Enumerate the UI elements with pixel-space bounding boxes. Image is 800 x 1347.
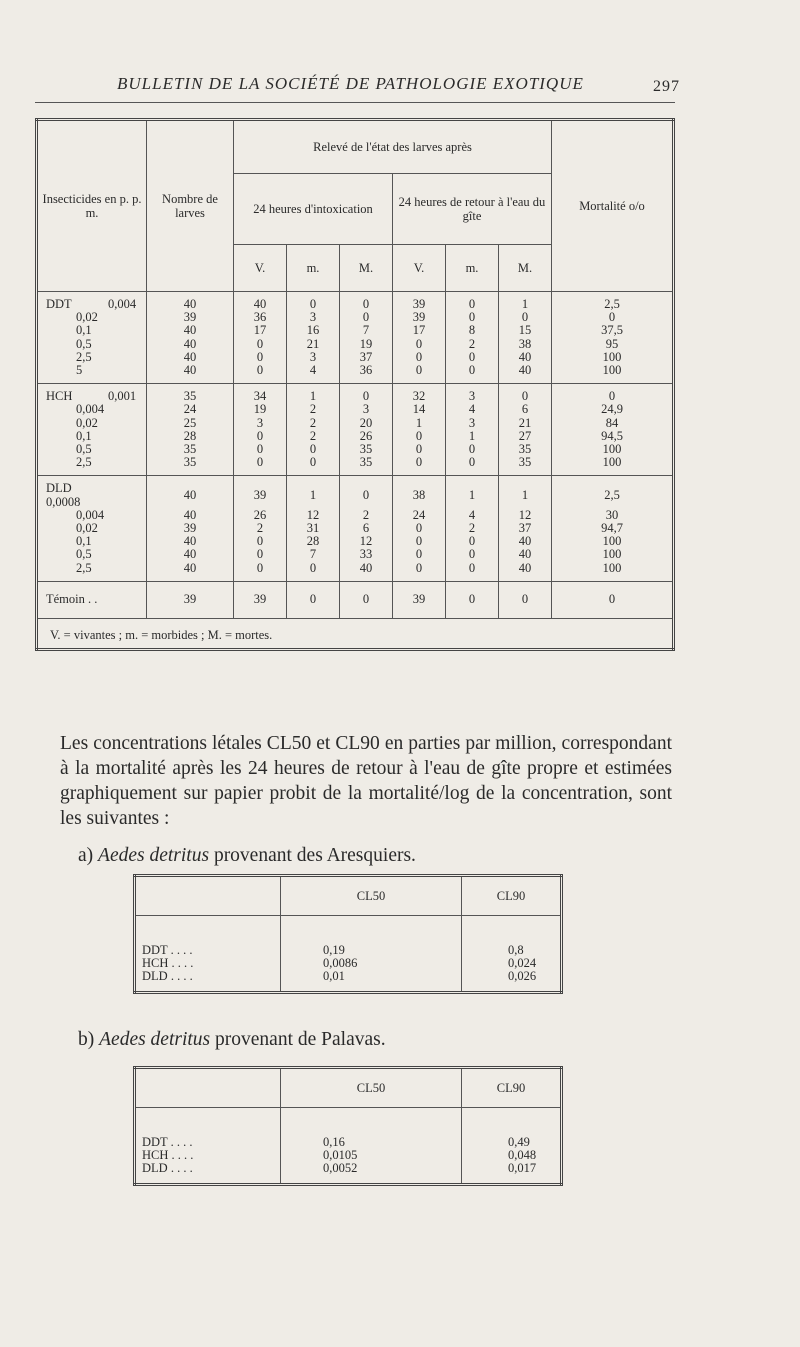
cell-mortalite: 2,5: [552, 292, 674, 312]
cell-intox-v: 3: [234, 417, 287, 430]
cell-intox-m: 31: [287, 522, 340, 535]
cell-intox-m: 0: [287, 562, 340, 582]
cl-row-name: HCH . . . .: [142, 956, 194, 970]
col-releve: Relevé de l'état des larves après: [234, 120, 552, 174]
insecticide-name: DDT: [46, 297, 72, 311]
page-number: 297: [653, 78, 680, 95]
cl-row-name: DDT . . . .: [142, 943, 193, 957]
cell-intox-m: 7: [287, 548, 340, 561]
concentration: 0,02: [76, 415, 98, 430]
cell-intox-m: 28: [287, 535, 340, 548]
cell-intox-v: 2: [234, 522, 287, 535]
cell-retour-v: 0: [393, 548, 446, 561]
table-row: [37, 476, 674, 509]
cell-intox-M: 7: [340, 324, 393, 337]
cell-retour-M: 40: [499, 548, 552, 561]
larvae-results-table: [35, 118, 675, 651]
cl-row-name: DLD . . . .: [142, 969, 193, 983]
cell-mortalite: 100: [602, 455, 622, 470]
cell-mortalite: 95: [605, 336, 619, 351]
cell-nombre: 40: [147, 548, 234, 561]
cell-intox-M: 35: [340, 443, 393, 456]
cell-retour-v: 0: [393, 562, 446, 582]
cell-nombre: 39: [147, 581, 234, 618]
cl50-value: 0,19: [323, 943, 345, 957]
cell-retour-v: 0: [393, 535, 446, 548]
cell-mortalite: 100: [602, 534, 622, 549]
cell-retour-v: 17: [393, 324, 446, 337]
cell-intox-M: 33: [340, 548, 393, 561]
insecticide-cell: [37, 364, 147, 384]
col-intoxication: 24 heures d'intoxication: [234, 174, 393, 245]
section-b-species: Aedes detritus: [99, 1029, 211, 1050]
cell-retour-m: 0: [446, 535, 499, 548]
insecticide-cell: [37, 384, 147, 404]
cell-intox-m: 3: [287, 311, 340, 324]
cell-retour-m: 0: [446, 351, 499, 364]
cl-table-header: [135, 876, 562, 916]
cl50-value: 0,0086: [323, 956, 358, 970]
concentration: 0,004: [108, 297, 137, 311]
insecticide-name: DLD: [46, 481, 72, 496]
cell-intox-m: 16: [287, 324, 340, 337]
table-row: [37, 384, 674, 404]
cell-retour-M: 37: [499, 522, 552, 535]
col-cl50: CL50: [281, 876, 462, 916]
cell-intox-m: 3: [287, 351, 340, 364]
cell-intox-v: 40: [234, 292, 287, 312]
col-mortalite: Mortalité o/o: [579, 199, 645, 213]
table-row: [37, 311, 674, 324]
cl-names: [135, 916, 281, 993]
cell-retour-v: 39: [393, 292, 446, 312]
cell-retour-v: 38: [393, 476, 446, 509]
cell-intox-M: 2: [340, 509, 393, 522]
cell-retour-M: 40: [499, 364, 552, 384]
cell-intox-v: 0: [234, 456, 287, 476]
table-row: [37, 443, 674, 456]
concentration: 0,1: [76, 323, 92, 338]
temoin-row: [37, 581, 674, 618]
concentration: 5: [76, 363, 83, 378]
cell-mortalite: 24,9: [601, 402, 623, 417]
table-row: [37, 364, 674, 384]
cell-retour-m: 2: [446, 522, 499, 535]
cl-table-header: [135, 1068, 562, 1108]
cell-retour-m: 1: [446, 476, 499, 509]
cl90-value: 0,024: [508, 956, 537, 970]
cell-intox-m: 2: [287, 417, 340, 430]
cell-retour-M: 6: [499, 403, 552, 416]
cell-retour-v: 1: [393, 417, 446, 430]
cell-retour-M: 0: [499, 581, 552, 618]
cell-retour-M: 1: [499, 476, 552, 509]
cl50-values: [281, 916, 462, 993]
cell-intox-m: 1: [287, 384, 340, 404]
temoin-label: Témoin . .: [37, 581, 147, 618]
insecticide-name: HCH: [46, 389, 73, 404]
table-row: [37, 522, 674, 535]
cell-mortalite: 100: [602, 349, 622, 364]
cl-table-palavas: [133, 1066, 563, 1186]
concentration: 0,004: [76, 402, 105, 417]
section-b-rest: provenant de Palavas.: [215, 1029, 386, 1050]
cell-intox-v: 0: [234, 364, 287, 384]
cl50-value: 0,01: [323, 969, 345, 983]
insecticide-cell: [37, 292, 147, 312]
cell-retour-m: 0: [446, 581, 499, 618]
cell-intox-m: 1: [287, 476, 340, 509]
cell-nombre: 40: [147, 292, 234, 312]
col-retour-v: V.: [393, 245, 446, 292]
cell-retour-v: 0: [393, 351, 446, 364]
cell-intox-M: 20: [340, 417, 393, 430]
section-a-rest: provenant des Aresquiers.: [213, 845, 416, 866]
cell-retour-v: 32: [393, 384, 446, 404]
section-b-prefix: b): [78, 1029, 95, 1050]
cell-retour-m: 0: [446, 311, 499, 324]
section-b-heading: [78, 1029, 386, 1051]
cell-retour-m: 0: [446, 562, 499, 582]
table-row: [37, 417, 674, 430]
cell-mortalite: 100: [602, 547, 622, 562]
cell-intox-M: 0: [340, 311, 393, 324]
concentration: 2,5: [76, 560, 92, 575]
concentration: 0,0008: [46, 494, 81, 509]
cell-nombre: 35: [147, 456, 234, 476]
cell-mortalite: 0: [552, 581, 674, 618]
cell-intox-v: 34: [234, 384, 287, 404]
cell-retour-M: 27: [499, 430, 552, 443]
cell-mortalite: 37,5: [601, 323, 623, 338]
cell-intox-M: 0: [340, 476, 393, 509]
section-a-species: Aedes detritus: [98, 845, 210, 866]
cell-intox-v: 39: [234, 581, 287, 618]
cell-mortalite: 2,5: [552, 476, 674, 509]
cl90-value: 0,026: [508, 969, 537, 983]
cell-intox-v: 0: [234, 535, 287, 548]
col-intox-M: M.: [340, 245, 393, 292]
cell-nombre: 39: [147, 522, 234, 535]
cell-retour-v: 24: [393, 509, 446, 522]
cell-retour-m: 0: [446, 548, 499, 561]
cell-intox-M: 36: [340, 364, 393, 384]
col-nombre: Nombre de larves: [147, 120, 234, 292]
cell-retour-m: 1: [446, 430, 499, 443]
cl90-values: [462, 1108, 562, 1185]
cell-intox-v: 19: [234, 403, 287, 416]
cl90-value: 0,048: [508, 1148, 537, 1162]
col-cl90: CL90: [462, 1068, 562, 1108]
cell-retour-m: 8: [446, 324, 499, 337]
table-row: [37, 292, 674, 312]
cl50-value: 0,0105: [323, 1148, 358, 1162]
cell-retour-M: 0: [499, 311, 552, 324]
cell-nombre: 40: [147, 351, 234, 364]
cell-retour-M: 15: [499, 324, 552, 337]
section-a-heading: [78, 845, 416, 867]
cell-intox-M: 26: [340, 430, 393, 443]
cell-nombre: 24: [147, 403, 234, 416]
cell-nombre: 40: [147, 535, 234, 548]
journal-title: BULLETIN DE LA SOCIÉTÉ DE PATHOLOGIE EXOTIQUE: [117, 74, 584, 93]
concentration: 0,5: [76, 547, 92, 562]
cell-retour-v: 0: [393, 338, 446, 351]
cl-row-name: DLD . . . .: [142, 1161, 193, 1175]
cell-retour-v: 0: [393, 522, 446, 535]
cell-intox-v: 0: [234, 443, 287, 456]
concentration: 0,004: [76, 507, 105, 522]
table-row: [37, 456, 674, 476]
cell-intox-m: 0: [287, 581, 340, 618]
cell-intox-m: 0: [287, 292, 340, 312]
concentration: 0,02: [76, 521, 98, 536]
insecticide-cell: [37, 562, 147, 582]
table-body: [37, 292, 674, 650]
header-rule: [35, 102, 675, 103]
cell-retour-M: 0: [499, 384, 552, 404]
insecticide-cell: [37, 476, 147, 509]
cell-mortalite: 100: [602, 363, 622, 378]
concentration: 0,1: [76, 534, 92, 549]
legend-row: [37, 618, 674, 649]
cell-intox-M: 6: [340, 522, 393, 535]
cl-table-aresquiers: [133, 874, 563, 994]
cell-retour-M: 35: [499, 456, 552, 476]
cell-mortalite: 84: [605, 415, 619, 430]
table-row: [37, 338, 674, 351]
table-row: [37, 430, 674, 443]
cell-intox-v: 39: [234, 476, 287, 509]
cell-mortalite: 0: [608, 310, 616, 325]
cell-intox-v: 0: [234, 562, 287, 582]
cell-retour-v: 0: [393, 456, 446, 476]
cell-intox-m: 0: [287, 443, 340, 456]
insecticide-cell: [37, 351, 147, 364]
cell-mortalite: 100: [602, 560, 622, 575]
section-a-prefix: a): [78, 845, 94, 866]
cell-retour-M: 1: [499, 292, 552, 312]
cell-intox-M: 0: [340, 384, 393, 404]
cl-table-body: [135, 916, 562, 993]
cell-mortalite: 30: [605, 507, 619, 522]
col-retour: 24 heures de retour à l'eau du gîte: [393, 174, 552, 245]
cell-intox-M: 37: [340, 351, 393, 364]
table-row: [37, 509, 674, 522]
cell-retour-M: 40: [499, 535, 552, 548]
cell-mortalite: 0: [552, 384, 674, 404]
table-row: [37, 403, 674, 416]
concentration: 0,001: [108, 389, 137, 404]
cell-retour-M: 12: [499, 509, 552, 522]
cell-intox-M: 12: [340, 535, 393, 548]
cell-retour-m: 0: [446, 292, 499, 312]
cell-retour-M: 38: [499, 338, 552, 351]
col-retour-M: M.: [499, 245, 552, 292]
insecticide-cell: [37, 456, 147, 476]
cell-nombre: 40: [147, 338, 234, 351]
table-row: [37, 548, 674, 561]
cell-retour-v: 39: [393, 311, 446, 324]
cl90-value: 0,017: [508, 1161, 537, 1175]
col-retour-m: m.: [446, 245, 499, 292]
cell-intox-v: 36: [234, 311, 287, 324]
table-row: [37, 535, 674, 548]
cell-intox-M: 19: [340, 338, 393, 351]
cell-intox-m: 4: [287, 364, 340, 384]
cell-intox-m: 2: [287, 430, 340, 443]
cell-retour-m: 2: [446, 338, 499, 351]
cell-retour-M: 21: [499, 417, 552, 430]
cell-nombre: 40: [147, 509, 234, 522]
cl90-value: 0,49: [508, 1135, 530, 1149]
cell-retour-v: 0: [393, 430, 446, 443]
col-insecticides: Insecticides en p. p. m.: [37, 120, 147, 292]
table-row: [37, 562, 674, 582]
cell-mortalite: 94,5: [601, 428, 623, 443]
table-row: [37, 324, 674, 337]
cl90-value: 0,8: [508, 943, 524, 957]
cell-retour-v: 0: [393, 364, 446, 384]
cell-retour-m: 0: [446, 443, 499, 456]
cell-intox-v: 0: [234, 351, 287, 364]
col-cl50: CL50: [281, 1068, 462, 1108]
cell-intox-m: 2: [287, 403, 340, 416]
cell-retour-v: 14: [393, 403, 446, 416]
col-intox-m: m.: [287, 245, 340, 292]
cl50-value: 0,0052: [323, 1161, 358, 1175]
table-legend: V. = vivantes ; m. = morbides ; M. = mortes.: [37, 618, 674, 649]
cell-intox-M: 35: [340, 456, 393, 476]
cl50-values: [281, 1108, 462, 1185]
cell-retour-v: 39: [393, 581, 446, 618]
cell-nombre: 35: [147, 384, 234, 404]
cell-retour-M: 40: [499, 562, 552, 582]
cell-retour-M: 35: [499, 443, 552, 456]
cell-intox-v: 0: [234, 338, 287, 351]
cell-mortalite: 94,7: [601, 521, 623, 536]
cl-row-name: DDT . . . .: [142, 1135, 193, 1149]
cell-nombre: 39: [147, 311, 234, 324]
cell-intox-m: 21: [287, 338, 340, 351]
cell-retour-v: 0: [393, 443, 446, 456]
cell-intox-v: 0: [234, 548, 287, 561]
cell-intox-v: 0: [234, 430, 287, 443]
cell-retour-m: 3: [446, 417, 499, 430]
cell-intox-v: 17: [234, 324, 287, 337]
cell-nombre: 40: [147, 324, 234, 337]
cell-nombre: 28: [147, 430, 234, 443]
cell-nombre: 25: [147, 417, 234, 430]
cell-nombre: 40: [147, 476, 234, 509]
cl50-value: 0,16: [323, 1135, 345, 1149]
cl90-values: [462, 916, 562, 993]
concentration: 2,5: [76, 349, 92, 364]
col-cl90: CL90: [462, 876, 562, 916]
cell-retour-m: 4: [446, 403, 499, 416]
concentration: 0,1: [76, 428, 92, 443]
cell-retour-M: 40: [499, 351, 552, 364]
cell-intox-m: 0: [287, 456, 340, 476]
cl-row-name: HCH . . . .: [142, 1148, 194, 1162]
cell-retour-m: 0: [446, 456, 499, 476]
cell-retour-m: 0: [446, 364, 499, 384]
cell-intox-M: 3: [340, 403, 393, 416]
cl-table-body: [135, 1108, 562, 1185]
cell-intox-M: 0: [340, 581, 393, 618]
cell-intox-M: 40: [340, 562, 393, 582]
concentration: 2,5: [76, 455, 92, 470]
cell-nombre: 40: [147, 562, 234, 582]
cell-intox-M: 0: [340, 292, 393, 312]
cl-names: [135, 1108, 281, 1185]
cell-retour-m: 4: [446, 509, 499, 522]
body-paragraph: Les concentrations létales CL50 et CL90 en parties par million, correspondant à la mortalité après les 24 heures de retour à l'eau de gîte propre et estimées graphiquement sur papier probit de la mortalité/log de la concentration, sont les suivantes :: [60, 733, 672, 829]
cell-intox-m: 12: [287, 509, 340, 522]
table-row: [37, 351, 674, 364]
concentration: 0,5: [76, 336, 92, 351]
concentration: 0,5: [76, 442, 92, 457]
cell-nombre: 40: [147, 364, 234, 384]
cell-intox-v: 26: [234, 509, 287, 522]
concentration: 0,02: [76, 310, 98, 325]
cell-nombre: 35: [147, 443, 234, 456]
cell-mortalite: 100: [602, 442, 622, 457]
col-intox-v: V.: [234, 245, 287, 292]
cell-retour-m: 3: [446, 384, 499, 404]
